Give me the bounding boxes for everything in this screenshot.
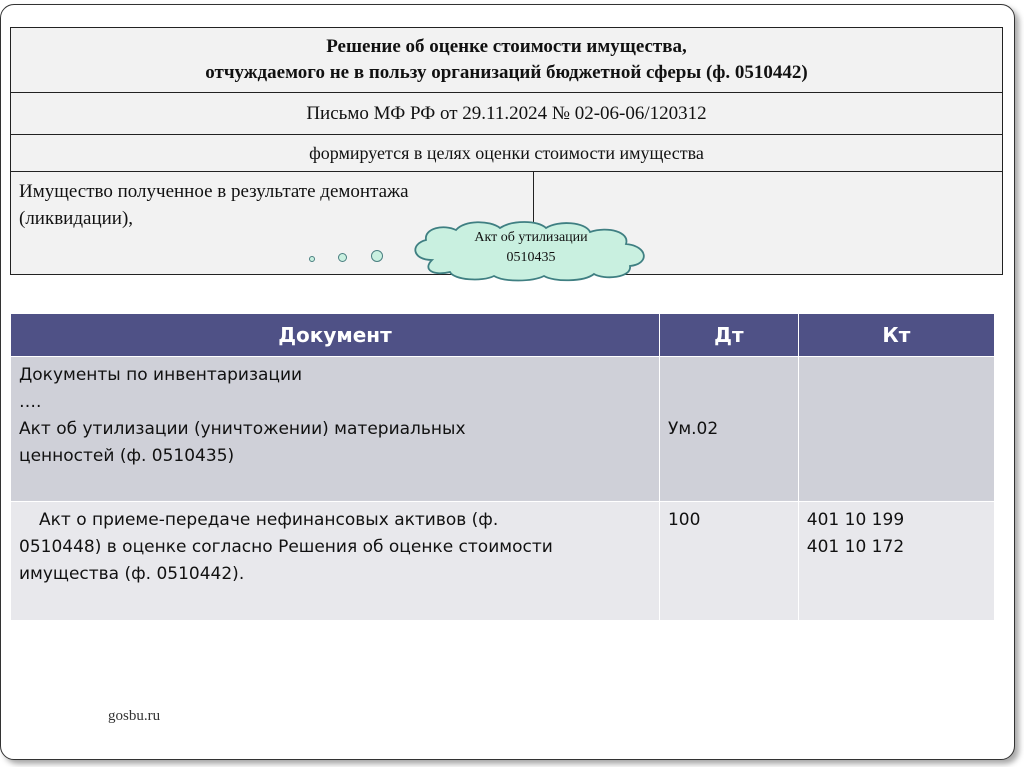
thought-dot-medium	[338, 253, 347, 262]
form-title-line2: отчуждаемого не в пользу организаций бюджетной сферы (ф. 0510442)	[205, 62, 808, 83]
row1-doc-line3: Акт об утилизации (уничтожении) материальных	[19, 419, 466, 439]
form-title	[11, 28, 1003, 93]
callout-line1: Акт об утилизации	[474, 230, 588, 245]
thought-dot-large	[371, 250, 383, 262]
header-credit: Кт	[798, 314, 994, 357]
row2-debit: 100	[659, 502, 798, 621]
row2-credit-line1: 401 10 199	[806, 510, 905, 530]
callout-line2: 0510435	[506, 250, 556, 265]
table-row	[11, 357, 995, 502]
table-row	[11, 502, 995, 621]
row2-doc-line2: 0510448) в оценке согласно Решения об оценке стоимости	[19, 537, 553, 557]
row2-doc-line1: Акт о приеме-передаче нефинансовых активов (ф.	[39, 510, 499, 530]
property-line1: Имущество полученное в результате демонтажа	[19, 181, 409, 202]
row1-doc-line4: ценностей (ф. 0510435)	[19, 446, 235, 466]
row2-doc-line3: имущества (ф. 0510442).	[19, 564, 245, 584]
row1-credit	[798, 357, 994, 502]
postings-table	[10, 313, 995, 621]
row2-credit	[798, 502, 994, 621]
form-title-line1: Решение об оценке стоимости имущества,	[326, 36, 687, 57]
header-debit: Дт	[659, 314, 798, 357]
row1-debit: Ум.02	[659, 357, 798, 502]
row1-doc-line2: ….	[19, 392, 42, 412]
thought-dot-small	[309, 256, 315, 262]
table-header-row	[11, 314, 995, 357]
header-document: Документ	[11, 314, 660, 357]
row2-document	[11, 502, 660, 621]
ministry-letter: Письмо МФ РФ от 29.11.2024 № 02-06-06/120312	[11, 93, 1003, 135]
property-line2: (ликвидации),	[19, 208, 134, 229]
callout-text	[404, 228, 658, 268]
row2-credit-line2: 401 10 172	[806, 537, 905, 557]
form-purpose: формируется в целях оценки стоимости имущества	[11, 135, 1003, 172]
row1-doc-line1: Документы по инвентаризации	[19, 365, 303, 385]
source-footer: gosbu.ru	[108, 708, 161, 724]
row1-document	[11, 357, 660, 502]
